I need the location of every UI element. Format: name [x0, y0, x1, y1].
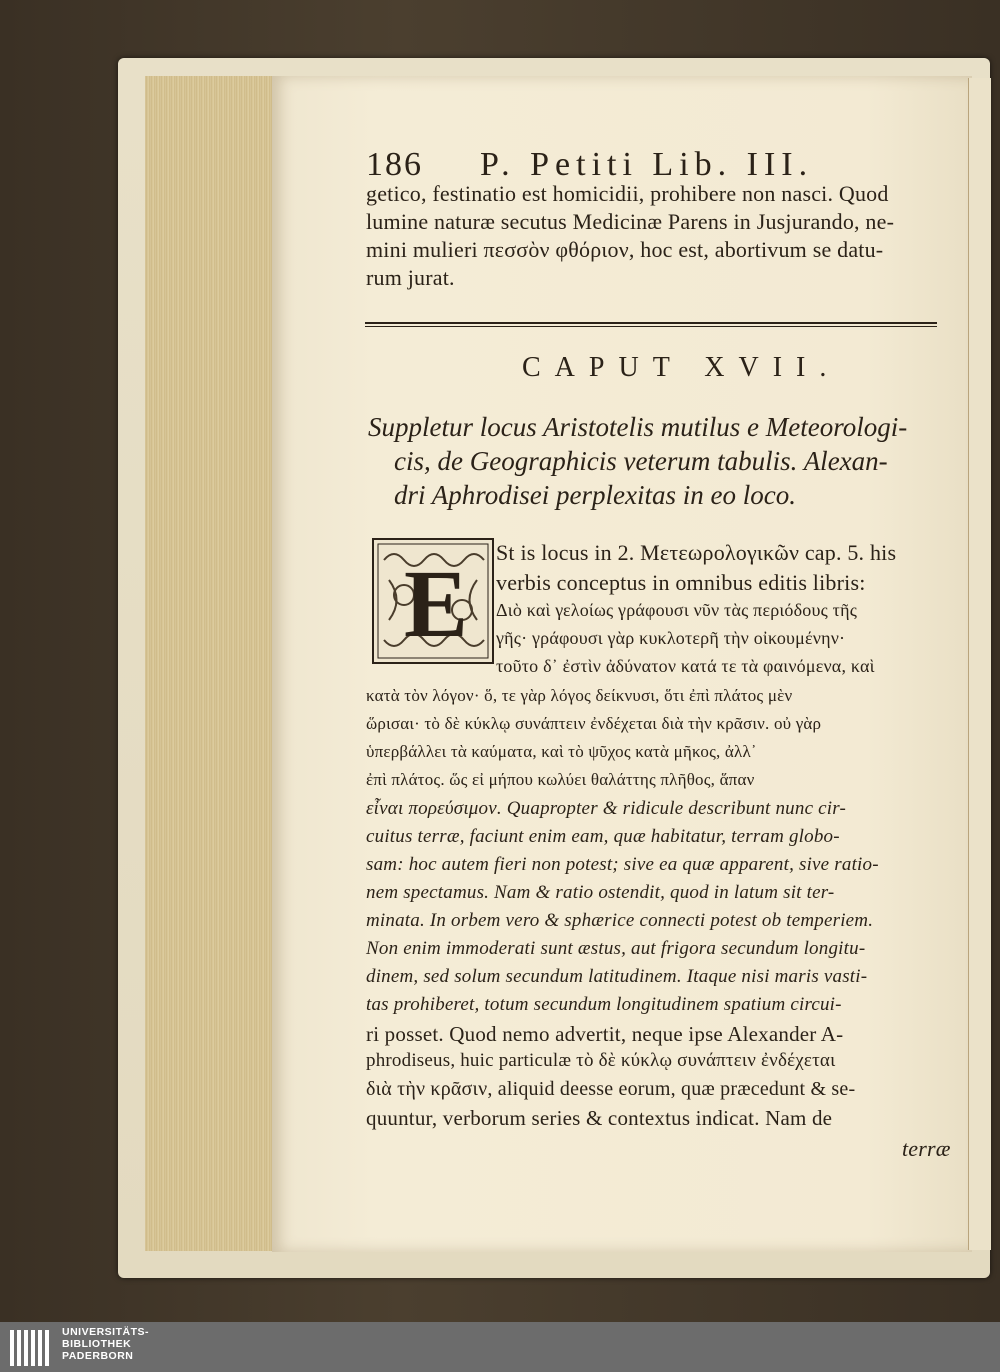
library-name-line: PADERBORN — [62, 1350, 134, 1362]
library-footer — [0, 1322, 1000, 1372]
library-name — [62, 1326, 149, 1362]
text-line: nem spectamus. Nam & ratio ostendit, quod in latum sit ter- — [366, 882, 835, 903]
text-line: dinem, sed solum secundum latitudinem. Itaque nisi maris vasti- — [366, 966, 868, 987]
library-name-line: BIBLIOTHEK — [62, 1338, 132, 1350]
text-line-greek: Διὸ καὶ γελοίως γράφουσι νῦν τὰς περιόδους τῆς — [496, 600, 858, 620]
text-line: quuntur, verborum series & contextus indicat. Nam de — [366, 1106, 833, 1130]
running-head: P. Petiti Lib. III. — [480, 146, 814, 183]
page-number: 186 — [366, 146, 423, 183]
text-line: rum jurat. — [366, 265, 455, 290]
section-rule — [365, 322, 937, 324]
text-line: phrodiseus, huic particulæ τὸ δὲ κύκλῳ συνάπτειν ἐνδέχεται — [366, 1050, 836, 1071]
facing-page-edge — [968, 78, 991, 1250]
text-line: ri posset. Quod nemo advertit, neque ipse Alexander A- — [366, 1022, 844, 1046]
text-line: verbis conceptus in omnibus editis libris: — [496, 570, 866, 595]
ornamental-initial — [372, 538, 494, 664]
text-line: διὰ τὴν κρᾶσιν, aliquid deesse eorum, quæ præcedunt & se- — [366, 1078, 856, 1100]
text-line: Non enim immoderati sunt æstus, aut frigora secundum longitu- — [366, 938, 866, 959]
text-line: lumine naturæ secutus Medicinæ Parens in Jusjurando, ne- — [366, 209, 895, 234]
text-line: minata. In orbem vero & sphærice connecti potest ob temperiem. — [366, 910, 874, 931]
text-line-greek: κατὰ τὸν λόγον· ὅ, τε γὰρ λόγος δείκνυσι, ὅτι ἐπὶ πλάτος μὲν — [366, 686, 793, 705]
chapter-title: CAPUT XVII. — [522, 352, 841, 383]
text-line: cuitus terræ, faciunt enim eam, quæ habitatur, terram globo- — [366, 826, 840, 847]
text-line: sam: hoc autem fieri non potest; sive ea quæ apparent, sive ratio- — [366, 854, 879, 875]
text-line: St is locus in 2. Μετεωρολογικῶν cap. 5. his — [496, 540, 897, 565]
text-line-greek: ὥρισαι· τὸ δὲ κύκλῳ συνάπτειν ἐνδέχεται διὰ τὴν κρᾶσιν. οὐ γὰρ — [366, 714, 822, 733]
chapter-summary-line: dri Aphrodisei perplexitas in eo loco. — [394, 480, 796, 510]
text-line-greek: ὑπερβάλλει τὰ καύματα, καὶ τὸ ψῦχος κατὰ μῆκος, ἀλλ᾽ — [366, 742, 757, 761]
text-line: getico, festinatio est homicidii, prohibere non nasci. Quod — [366, 181, 889, 206]
page-block-edges — [145, 76, 277, 1251]
text-line: tas prohiberet, totum secundum longitudinem spatium circui- — [366, 994, 842, 1015]
chapter-summary-line: Suppletur locus Aristotelis mutilus e Meteorologi- — [368, 412, 908, 442]
library-logo-icon — [10, 1330, 54, 1366]
text-line-greek: ἐπὶ πλάτος. ὥς εἰ μήπου κωλύει θαλάττης πλῆθος, ἅπαν — [366, 770, 755, 789]
text-line: mini mulieri πεσσὸν φθόριον, hoc est, abortivum se datu- — [366, 237, 884, 262]
catchword: terræ — [902, 1136, 951, 1161]
chapter-summary-line: cis, de Geographicis veterum tabulis. Alexan- — [394, 446, 888, 476]
text-line-greek: τοῦτο δ᾽ ἐστὶν ἀδύνατον κατά τε τὰ φαινόμενα, καὶ — [496, 656, 875, 676]
text-line-greek: γῆς· γράφουσι γὰρ κυκλοτερῆ τὴν οἰκουμένην· — [496, 628, 846, 648]
initial-letter: E — [404, 550, 469, 657]
section-rule-thin — [365, 326, 937, 327]
library-name-line: UNIVERSITÄTS- — [62, 1326, 150, 1338]
text-line: εἶναι πορεύσιμον. Quapropter & ridicule describunt nunc cir- — [366, 798, 847, 819]
